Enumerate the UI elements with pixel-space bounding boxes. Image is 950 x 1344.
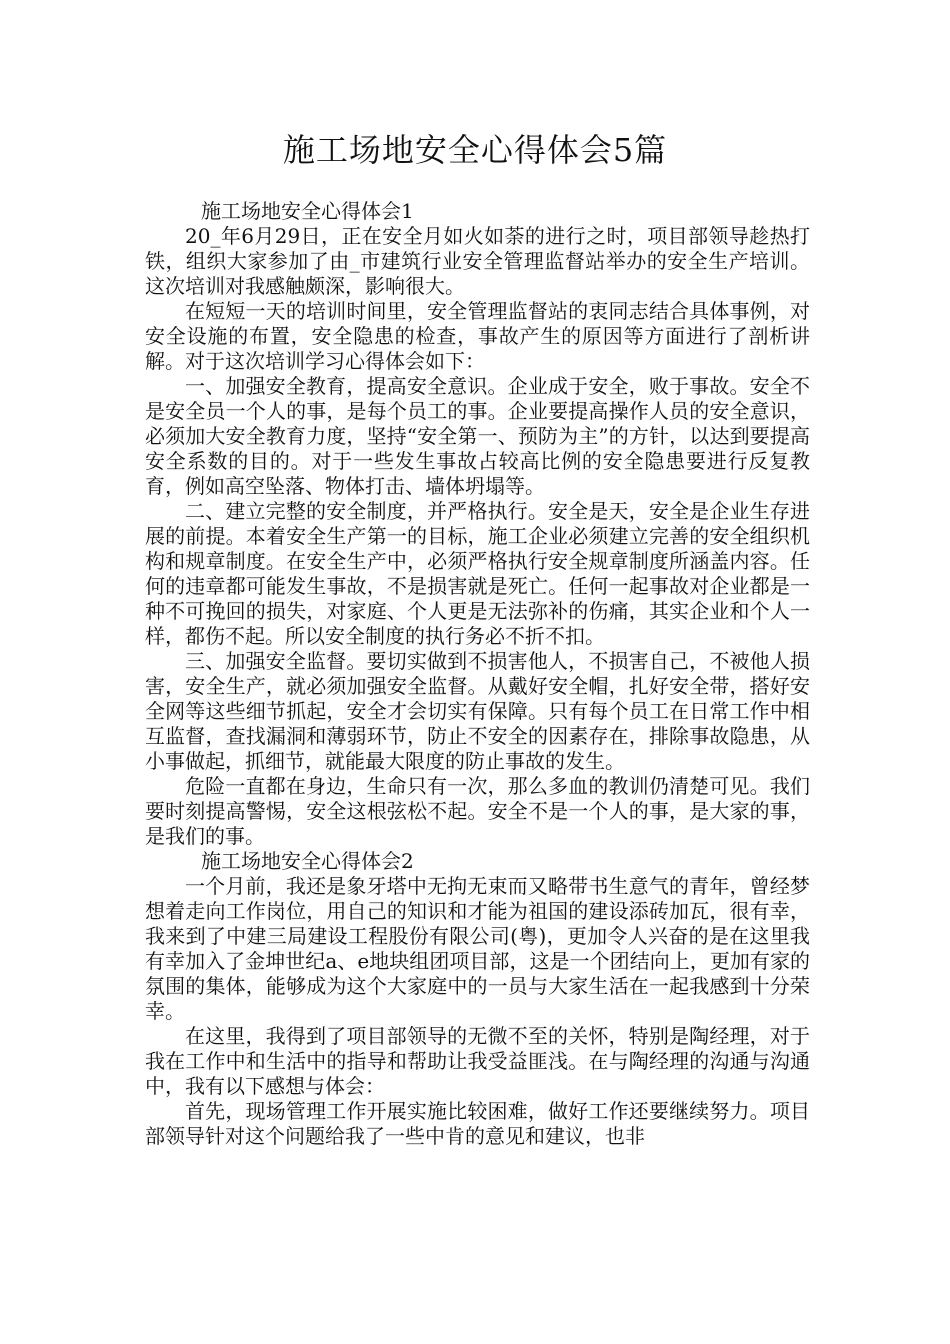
section-heading: 施工场地安全心得体会1: [201, 199, 414, 223]
section-heading: 施工场地安全心得体会2: [201, 849, 414, 873]
paragraph: 一、加强安全教育，提高安全意识。企业成于安全，败于事故。安全不是安全员一个人的事，是每个员工的事。企业要提高操作人员的安全意识，必须加大安全教育力度，坚持“安全第一、预防为主”的方针，以达到要提高安全系数的目的。对于一些发生事故占较高比例的安全隐患要进行反复教育，例如高空坠落、物体打击、墙体坍塌等。: [145, 374, 810, 498]
document-body: [145, 199, 810, 1149]
paragraph: 危险一直都在身边，生命只有一次，那么多血的教训仍清楚可见。我们要时刻提高警惕，安全这根弦松不起。安全不是一个人的事，是大家的事，是我们的事。: [145, 774, 810, 848]
paragraph: 在短短一天的培训时间里，安全管理监督站的衷同志结合具体事例，对安全设施的布置，安全隐患的检查，事故产生的原因等方面进行了剖析讲解。对于这次培训学习心得体会如下：: [145, 299, 810, 373]
paragraph: 在这里，我得到了项目部领导的无微不至的关怀，特别是陶经理，对于我在工作中和生活中的指导和帮助让我受益匪浅。在与陶经理的沟通与沟通中，我有以下感想与体会：: [145, 1024, 810, 1098]
paragraph: 20_年6月29日，正在安全月如火如荼的进行之时，项目部领导趁热打铁，组织大家参加了由_市建筑行业安全管理监督站举办的安全生产培训。这次培训对我感触颇深，影响很大。: [145, 224, 810, 298]
paragraph: 首先，现场管理工作开展实施比较困难，做好工作还要继续努力。项目部领导针对这个问题给我了一些中肯的意见和建议，也非: [145, 1099, 810, 1148]
paragraph: 二、建立完整的安全制度，并严格执行。安全是天，安全是企业生存进展的前提。本着安全生产第一的目标，施工企业必须建立完善的安全组织机构和规章制度。在安全生产中，必须严格执行安全规章制度所涵盖内容。任何的违章都可能发生事故，不是损害就是死亡。任何一起事故对企业都是一种不可挽回的损失，对家庭、个人更是无法弥补的伤痛，其实企业和个人一样，都伤不起。所以安全制度的执行务必不折不扣。: [145, 499, 810, 648]
document-title: 施工场地安全心得体会5篇: [282, 131, 668, 169]
paragraph: 三、加强安全监督。要切实做到不损害他人，不损害自己，不被他人损害，安全生产，就必须加强安全监督。从戴好安全帽，扎好安全带，搭好安全网等这些细节抓起，安全才会切实有保障。只有每个员工在日常工作中相互监督，查找漏洞和薄弱环节，防止不安全的因素存在，排除事故隐患，从小事做起，抓细节，就能最大限度的防止事故的发生。: [145, 649, 810, 773]
paragraph: 一个月前，我还是象牙塔中无拘无束而又略带书生意气的青年，曾经梦想着走向工作岗位，用自己的知识和才能为祖国的建设添砖加瓦，很有幸，我来到了中建三局建设工程股份有限公司(粤)，更加令人兴奋的是在这里我有幸加入了金坤世纪a、e地块组团项目部，这是一个团结向上，更加有家的氛围的集体，能够成为这个大家庭中的一员与大家生活在一起我感到十分荣幸。: [145, 874, 810, 1023]
